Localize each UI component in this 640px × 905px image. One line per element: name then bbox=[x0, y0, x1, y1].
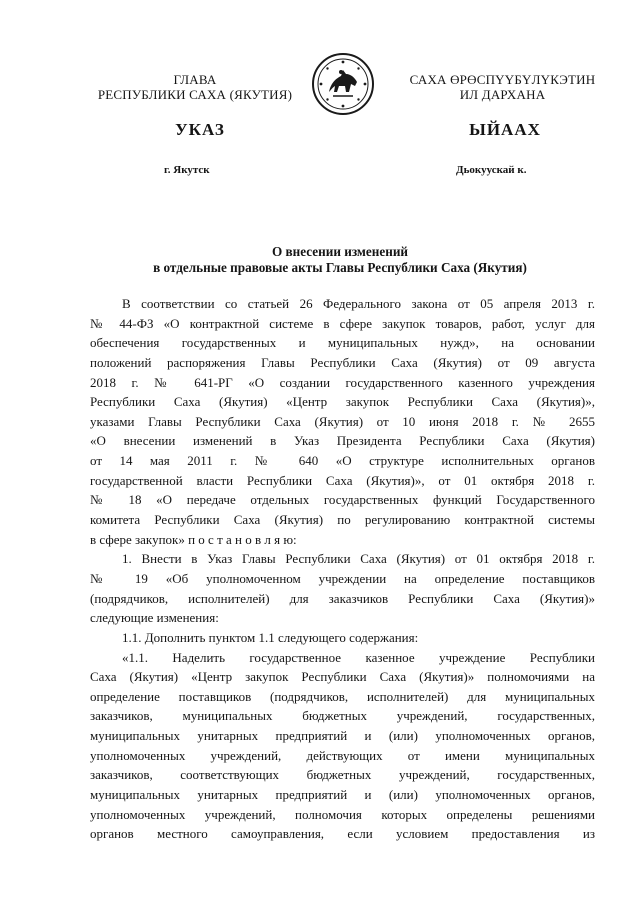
city-russian: г. Якутск bbox=[164, 164, 210, 176]
body-line: муниципальных унитарных предприятий и (или) уполномоченных органов, bbox=[90, 787, 595, 803]
body-line: 1.1. Дополнить пунктом 1.1 следующего содержания: bbox=[122, 629, 419, 645]
right-org-name bbox=[385, 72, 620, 102]
body-line: (подрядчиков, исполнителей) для заказчиков Республики Саха (Якутия)» bbox=[90, 590, 595, 606]
body-line: «О внесении изменений в Указ Президента Республики Саха (Якутия) bbox=[90, 433, 595, 449]
left-org-line-2: РЕСПУБЛИКИ САХА (ЯКУТИЯ) bbox=[97, 87, 293, 102]
document-kind-yakut: ЫЙААХ bbox=[469, 120, 541, 139]
body-line: обеспечения государственных и муниципальных нужд», на основании bbox=[90, 335, 595, 351]
document-body bbox=[90, 294, 595, 844]
body-line: № 44-ФЗ «О контрактной системе в сфере закупок товаров, работ, услуг для bbox=[90, 315, 595, 331]
body-line: уполномоченных учреждений, действующих от имени муниципальных bbox=[90, 747, 595, 763]
body-line: государственной власти Республики Саха (Якутия)», от 01 октября 2018 г. bbox=[90, 472, 595, 488]
body-line: Саха (Якутия) «Центр закупок Республики Саха (Якутия)» полномочиями на bbox=[90, 669, 595, 685]
body-line: Республики Саха (Якутия) «Центр закупок Республики Саха (Якутия)», bbox=[90, 394, 595, 410]
title-line-1: О внесении изменений bbox=[271, 244, 409, 259]
body-line: муниципальных унитарных предприятий и (или) уполномоченных органов, bbox=[90, 728, 595, 744]
body-line: от 14 мая 2011 г. № 640 «О структуре исполнительных органов bbox=[90, 453, 595, 469]
body-line: «1.1. Наделить государственное казенное учреждение Республики bbox=[122, 649, 595, 665]
body-line: комитета Республики Саха (Якутия) по регулированию контрактной системы bbox=[90, 512, 595, 528]
body-line: в сфере закупок» п о с т а н о в л я ю: bbox=[90, 531, 297, 547]
body-line: определение поставщиков (подрядчиков, исполнителей) для муниципальных bbox=[90, 688, 595, 704]
body-line: 2018 г. № 641-РГ «О создании государственного казенного учреждения bbox=[90, 374, 595, 390]
republic-emblem-icon bbox=[311, 52, 375, 116]
body-line: 1. Внести в Указ Главы Республики Саха (Якутия) от 01 октября 2018 г. bbox=[122, 551, 595, 567]
body-line: органов местного самоуправления, если условием предоставления из bbox=[90, 826, 595, 842]
body-line: уполномоченных учреждений, полномочия которых определены решениями bbox=[90, 806, 595, 822]
body-line: В соответствии со статьей 26 Федерального закона от 05 апреля 2013 г. bbox=[122, 296, 595, 311]
title-line-2: в отдельные правовые акты Главы Республики Саха (Якутия) bbox=[153, 260, 527, 275]
body-line: № 19 «Об уполномоченном учреждении на определение поставщиков bbox=[90, 570, 595, 586]
body-line: № 18 «О передаче отдельных государственных функций Государственного bbox=[90, 492, 595, 508]
document-title bbox=[100, 244, 580, 276]
body-line: положений распоряжения Главы Республики Саха (Якутия) от 09 августа bbox=[90, 354, 595, 370]
document-kind-russian: УКАЗ bbox=[175, 120, 225, 139]
left-org-line-1: ГЛАВА bbox=[173, 72, 217, 87]
body-line: указами Главы Республики Саха (Якутия) от 10 июня 2018 г. № 2655 bbox=[90, 413, 595, 429]
body-line: заказчиков, муниципальных бюджетных учреждений, государственных, bbox=[90, 708, 595, 724]
body-line: заказчиков, соответствующих бюджетных учреждений, государственных, bbox=[90, 767, 595, 783]
city-yakut: Дьокуускай к. bbox=[456, 164, 527, 176]
left-org-name bbox=[70, 72, 320, 102]
right-org-line-1: САХА ӨРӨСПҮҮБҮЛҮКЭТИН bbox=[409, 72, 596, 87]
right-org-line-2: ИЛ ДАРХАНА bbox=[459, 87, 546, 102]
body-line: следующие изменения: bbox=[90, 610, 219, 626]
